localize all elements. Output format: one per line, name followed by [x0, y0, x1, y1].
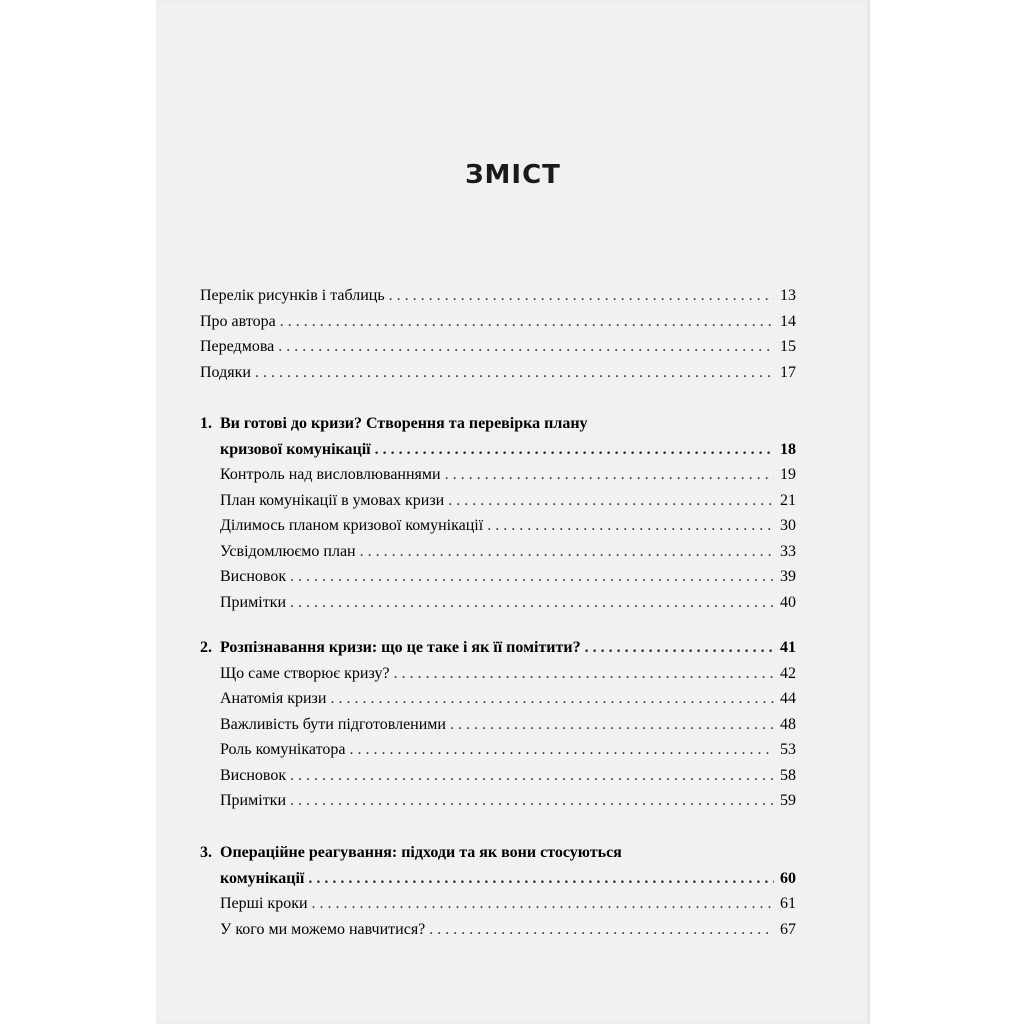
section-page: 30 [780, 517, 796, 534]
toc-entry[interactable] [200, 309, 796, 335]
leader-dots [290, 564, 774, 590]
leader-dots [330, 686, 774, 712]
leader-dots [389, 283, 774, 309]
chapter-number: 2. [200, 639, 212, 656]
leader-dots [487, 513, 774, 539]
section-page: 33 [780, 542, 796, 560]
toc-entry-page: 15 [780, 338, 796, 355]
chapter-number: 1. [200, 415, 212, 432]
toc-section[interactable] [200, 763, 796, 789]
section-label: Що саме створює кризу? [220, 664, 390, 682]
leader-dots [278, 334, 774, 360]
toc-entry-page: 17 [780, 363, 796, 381]
chapter-title-continuation[interactable] [200, 866, 796, 892]
leader-dots [255, 360, 774, 386]
section-page: 67 [780, 920, 796, 938]
section-label: У кого ми можемо навчитися? [220, 920, 426, 938]
toc-section[interactable] [200, 513, 796, 539]
toc-entry-label: Передмова [200, 338, 275, 355]
page-title: ЗМІСТ [465, 160, 561, 190]
chapter-1 [200, 411, 796, 615]
section-page: 21 [780, 491, 796, 509]
chapter-title: Розпізнавання кризи: що це таке і як її помітити? [220, 639, 581, 656]
section-label: Ділимось планом кризової комунікації [220, 517, 484, 534]
section-page: 39 [780, 568, 796, 585]
leader-dots [394, 661, 774, 687]
chapter-3 [200, 840, 796, 942]
section-label: Контроль над висловлюваннями [220, 466, 441, 483]
section-page: 44 [780, 690, 796, 707]
toc-section[interactable] [200, 661, 796, 687]
toc-section[interactable] [200, 564, 796, 590]
toc-entry[interactable] [200, 360, 796, 386]
leader-dots [349, 737, 774, 763]
leader-dots [429, 917, 774, 943]
section-page: 40 [780, 593, 796, 611]
toc-entry-label: Про автора [200, 312, 276, 330]
section-page: 42 [780, 664, 796, 682]
section-page: 58 [780, 766, 796, 784]
toc-entry[interactable] [200, 283, 796, 309]
chapter-title-continuation[interactable] [200, 437, 796, 463]
toc-section[interactable] [200, 686, 796, 712]
section-label: Анатомія кризи [220, 690, 327, 707]
toc-section[interactable] [200, 712, 796, 738]
leader-dots [280, 309, 774, 335]
front-matter-list [200, 283, 796, 385]
chapter-page: 18 [780, 440, 796, 458]
leader-dots [290, 788, 774, 814]
section-label: Важливість бути підготовленими [220, 715, 446, 733]
book-page [156, 0, 870, 1024]
chapter-page: 60 [780, 869, 796, 887]
section-page: 59 [780, 792, 796, 809]
chapter-title-line[interactable] [200, 635, 796, 661]
section-label: Примітки [220, 593, 287, 611]
leader-dots [375, 437, 774, 463]
section-label: Примітки [220, 792, 287, 809]
section-label: Перші кроки [220, 895, 308, 912]
toc-section[interactable] [200, 488, 796, 514]
toc-section[interactable] [200, 891, 796, 917]
leader-dots [290, 590, 774, 616]
section-label: Висновок [220, 568, 287, 585]
leader-dots [290, 763, 774, 789]
chapter-page: 41 [780, 639, 796, 656]
chapter-title-line[interactable] [200, 411, 796, 437]
leader-dots [585, 635, 774, 661]
section-page: 48 [780, 715, 796, 733]
chapter-title-line[interactable] [200, 840, 796, 866]
section-page: 53 [780, 741, 796, 758]
leader-dots [448, 488, 774, 514]
leader-dots [308, 866, 774, 892]
toc-section[interactable] [200, 917, 796, 943]
section-label: План комунікації в умовах кризи [220, 491, 445, 509]
chapter-number: 3. [200, 844, 212, 861]
toc-entry-label: Перелік рисунків і таблиць [200, 287, 385, 304]
toc-entry-page: 14 [780, 312, 796, 330]
toc-section[interactable] [200, 788, 796, 814]
toc-section[interactable] [200, 590, 796, 616]
toc-section[interactable] [200, 462, 796, 488]
section-page: 61 [780, 895, 796, 912]
toc-section[interactable] [200, 737, 796, 763]
leader-dots [445, 462, 774, 488]
leader-dots [312, 891, 774, 917]
toc-entry-label: Подяки [200, 363, 251, 381]
chapter-title-cont: комунікації [220, 869, 305, 887]
chapter-title: Операційне реагування: підходи та як вони стосуються [220, 844, 622, 861]
leader-dots [360, 539, 774, 565]
section-label: Усвідомлюємо план [220, 542, 356, 560]
toc-entry[interactable] [200, 334, 796, 360]
leader-dots [450, 712, 774, 738]
chapter-2 [200, 635, 796, 814]
section-page: 19 [780, 466, 796, 483]
section-label: Висновок [220, 766, 287, 784]
toc-entry-page: 13 [780, 287, 796, 304]
section-label: Роль комунікатора [220, 741, 346, 758]
toc-section[interactable] [200, 539, 796, 565]
chapter-title-cont: кризової комунікації [220, 440, 371, 458]
chapter-title: Ви готові до кризи? Створення та перевірка плану [220, 415, 588, 432]
